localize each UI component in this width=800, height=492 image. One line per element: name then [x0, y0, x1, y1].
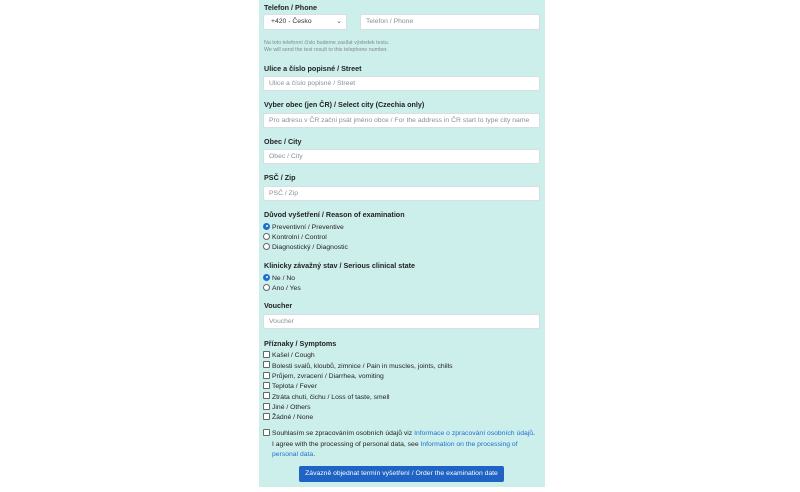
zip-label: PSČ / Zip: [264, 173, 296, 182]
clinical-option-no[interactable]: [263, 274, 295, 283]
symptom-label: Průjem, zvracení / Diarrhea, vomiting: [272, 373, 384, 380]
country-code-value: +420 - Česko: [271, 18, 312, 25]
checkbox-icon[interactable]: [263, 392, 270, 399]
symptom-label: Ztráta chuti, čichu / Loss of taste, smell: [272, 393, 390, 401]
phone-hint-cz: Na toto telefonní číslo budeme zasílat výsledek testu.: [264, 40, 390, 46]
chevron-down-icon: ⌄: [336, 18, 342, 25]
privacy-link-en[interactable]: Information on the processing of personal data: [272, 440, 518, 458]
symptom-none[interactable]: [263, 413, 313, 422]
symptom-label: Kašel / Cough: [272, 352, 315, 359]
symptom-diarrhea[interactable]: [263, 372, 384, 381]
checkbox-icon[interactable]: [263, 372, 270, 379]
symptom-cough[interactable]: [263, 351, 315, 360]
radio-icon[interactable]: [263, 284, 270, 291]
radio-checked-icon[interactable]: [263, 274, 270, 281]
symptom-pain[interactable]: [263, 362, 453, 371]
consent-text-en-end: .: [313, 451, 316, 458]
symptom-fever[interactable]: [263, 382, 317, 391]
radio-icon[interactable]: [263, 233, 270, 240]
street-label: Ulice a číslo popisné / Street: [264, 64, 362, 73]
phone-hint-en: We will send the test result to this telephone number.: [264, 47, 388, 53]
radio-icon[interactable]: [263, 243, 270, 250]
clinical-option-label: Ano / Yes: [272, 285, 301, 292]
privacy-link-cz[interactable]: Informace o zpracování osobních údajů: [414, 430, 534, 437]
reason-option-label: Diagnostický / Diagnostic: [272, 244, 348, 251]
zip-placeholder: PSČ / Zip: [269, 190, 299, 197]
country-code-select[interactable]: [263, 14, 347, 30]
city-search-input[interactable]: [263, 113, 540, 128]
city-placeholder: Obec / City: [269, 153, 303, 160]
phone-placeholder: Telefon / Phone: [366, 18, 414, 25]
voucher-placeholder: Voucher: [269, 318, 294, 325]
reason-option-control[interactable]: [263, 233, 327, 242]
symptom-label: Teplota / Fever: [272, 383, 317, 390]
phone-label: Telefon / Phone: [264, 3, 317, 12]
radio-checked-icon[interactable]: [263, 223, 270, 230]
city-input[interactable]: [263, 149, 540, 164]
consent-checkbox[interactable]: [263, 429, 270, 436]
symptom-label: Jiné / Others: [272, 404, 311, 411]
consent-text-cz-end: .: [533, 430, 535, 437]
symptom-label: Bolesti svalů, kloubů, zimnice / Pain in muscles, joints, chills: [272, 362, 453, 370]
symptom-taste-smell[interactable]: [263, 393, 389, 402]
consent-text-cz: Souhlasím se zpracováním osobních údajů viz: [272, 430, 415, 437]
checkbox-icon[interactable]: [263, 351, 270, 358]
reason-label: Důvod vyšetření / Reason of examination: [264, 210, 405, 219]
clinical-label: Klinicky závažný stav / Serious clinical state: [264, 261, 416, 270]
street-input[interactable]: [263, 76, 540, 91]
symptom-others[interactable]: [263, 403, 311, 412]
clinical-option-yes[interactable]: [263, 284, 301, 293]
checkbox-icon[interactable]: [263, 361, 270, 368]
clinical-option-label: Ne / No: [272, 275, 296, 282]
voucher-input[interactable]: [263, 314, 540, 329]
checkbox-icon[interactable]: [263, 403, 270, 410]
city-search-placeholder: Pro adresu v ČR začni psát jméno obce / For the address in ČR start to type city name: [269, 117, 530, 124]
city-label: Obec / City: [264, 137, 302, 146]
phone-input[interactable]: [360, 14, 540, 30]
street-placeholder: Ulice a číslo popisné / Street: [269, 80, 356, 87]
consent-text: [263, 429, 541, 461]
zip-input[interactable]: [263, 186, 540, 201]
checkbox-icon[interactable]: [263, 382, 270, 389]
reason-option-diagnostic[interactable]: [263, 243, 348, 252]
city-select-label: Vyber obec (jen ČR) / Select city (Czechia only): [264, 100, 425, 109]
submit-order-button[interactable]: Závazně objednat termín vyšetření / Order the examination date: [299, 466, 504, 482]
consent-text-en: I agree with the processing of personal data, see: [272, 440, 421, 448]
checkbox-icon[interactable]: [263, 413, 270, 420]
symptoms-label: Příznaky / Symptoms: [264, 339, 337, 348]
reason-option-label: Kontrolní / Control: [272, 234, 327, 241]
reason-option-preventive[interactable]: [263, 223, 344, 232]
voucher-label: Voucher: [264, 301, 293, 310]
consent-checkbox-row[interactable]: [263, 429, 541, 461]
reason-option-label: Preventivní / Preventive: [272, 224, 344, 231]
symptom-label: Žádné / None: [272, 414, 314, 421]
